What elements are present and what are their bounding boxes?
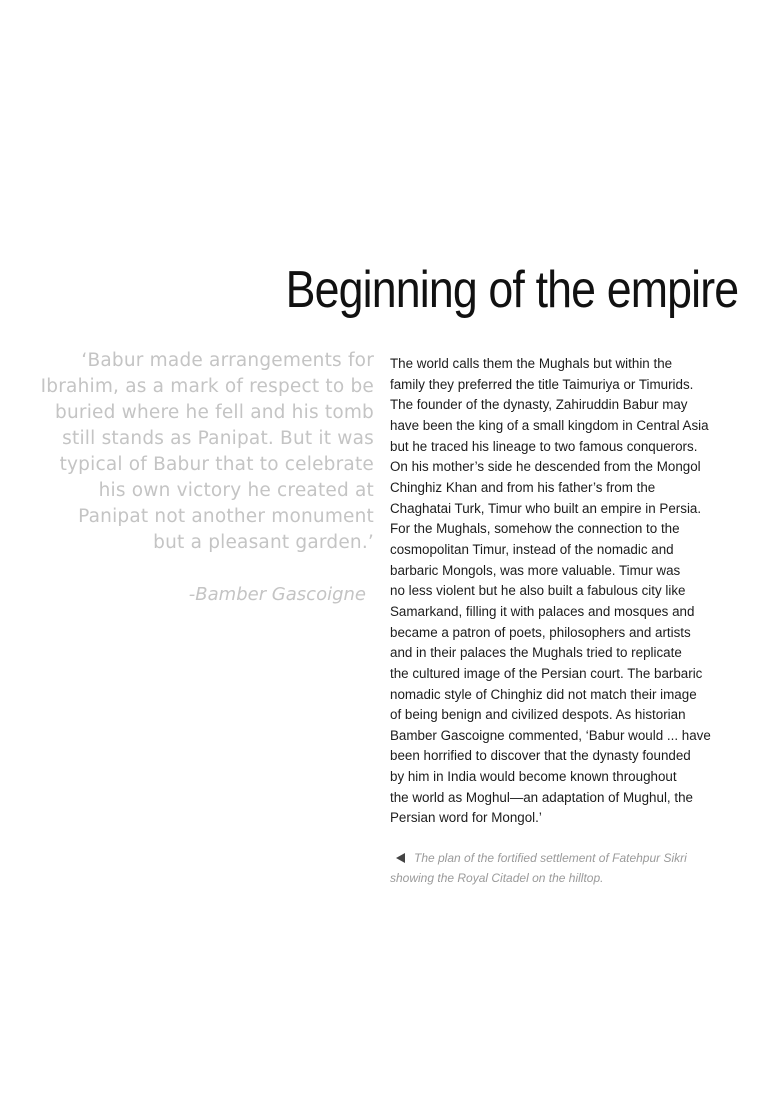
body-line: The world calls them the Mughals but within the <box>390 356 673 371</box>
body-line: no less violent but he also built a fabulous city like <box>390 583 686 599</box>
body-line: of being benign and civilized despots. As historian <box>390 707 686 723</box>
pull-quote-line: his own victory he created at <box>98 480 374 501</box>
pull-quote <box>6 348 374 556</box>
pull-quote-line: but a pleasant garden.’ <box>153 532 374 553</box>
quote-attribution: -Bamber Gascoigne <box>188 584 366 605</box>
body-line: the world as Moghul—an adaptation of Mughul, the <box>390 789 693 805</box>
body-line: became a patron of poets, philosophers and artists <box>390 624 691 640</box>
body-line: Bamber Gascoigne commented, ‘Babur would ... have <box>390 727 711 743</box>
body-line: family they preferred the title Taimuriya or Timurids. <box>390 376 694 392</box>
body-line: Persian word for Mongol.’ <box>390 810 542 826</box>
body-line: the cultured image of the Persian court. The barbaric <box>390 665 703 681</box>
body-line: Samarkand, filling it with palaces and mosques and <box>390 603 695 619</box>
body-paragraph <box>390 354 770 829</box>
body-line: have been the king of a small kingdom in Central Asia <box>390 417 709 433</box>
left-pointer-arrow-icon <box>396 853 405 863</box>
body-line: Chinghiz Khan and from his father’s from the <box>390 479 656 495</box>
figure-caption <box>390 848 770 888</box>
caption-line: showing the Royal Citadel on the hilltop. <box>390 871 604 885</box>
body-line: Chaghatai Turk, Timur who built an empire in Persia. <box>390 500 702 516</box>
body-line: by him in India would become known throughout <box>390 769 677 785</box>
body-line: For the Mughals, somehow the connection to the <box>390 521 680 537</box>
caption-line <box>390 848 770 868</box>
pull-quote-line: buried where he fell and his tomb <box>55 402 374 423</box>
body-line: nomadic style of Chinghiz did not match their image <box>390 686 697 702</box>
caption-text: The plan of the fortified settlement of Fatehpur Sikri <box>414 851 687 865</box>
page-title: Beginning of the empire <box>285 261 738 319</box>
body-line: and in their palaces the Mughals tried to replicate <box>390 645 682 661</box>
body-line: but he traced his lineage to two famous conquerors. <box>390 438 698 454</box>
pull-quote-line: still stands as Panipat. But it was <box>62 428 374 449</box>
pull-quote-line: ‘Babur made arrangements for <box>81 350 374 371</box>
body-line: The founder of the dynasty, Zahiruddin Babur may <box>390 397 688 413</box>
body-line: barbaric Mongols, was more valuable. Timur was <box>390 562 681 578</box>
pull-quote-line: Panipat not another monument <box>78 506 374 527</box>
pull-quote-line: typical of Babur that to celebrate <box>59 454 374 475</box>
pull-quote-line: Ibrahim, as a mark of respect to be <box>40 376 374 397</box>
body-line: been horrified to discover that the dynasty founded <box>390 748 691 764</box>
body-line: cosmopolitan Timur, instead of the nomadic and <box>390 541 674 557</box>
body-line: On his mother’s side he descended from the Mongol <box>390 459 701 475</box>
